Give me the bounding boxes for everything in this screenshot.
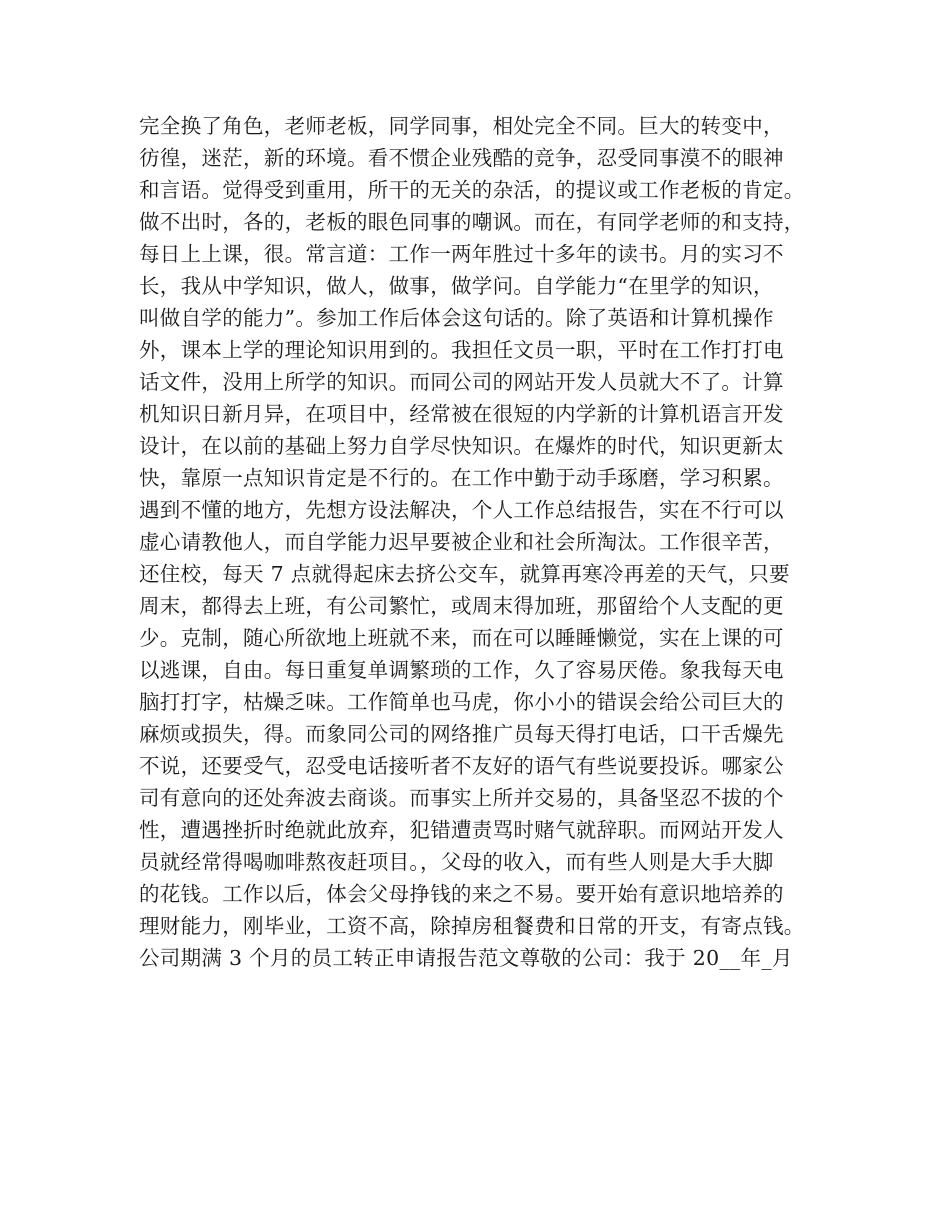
text-line: 每日上上课，很。常言道：工作一两年胜过十多年的读书。月的实习不 — [139, 242, 784, 266]
text-line: 叫做自学的能力”。参加工作后体会这句话的。除了英语和计算机操作 — [139, 306, 774, 330]
text-line: 性，遭遇挫折时绝就此放弃，犯错遭责骂时赌气就辞职。而网站开发人 — [139, 818, 784, 842]
text-line: 周末，都得去上班，有公司繁忙，或周末得加班，那留给个人支配的更 — [139, 594, 784, 618]
text-line: 麻烦或损失，得。而象同公司的网络推广员每天得打电话，口干舌燥先 — [139, 722, 784, 746]
text-line: 的花钱。工作以后，体会父母挣钱的来之不易。要开始有意识地培养的 — [139, 882, 784, 906]
text-line: 虚心请教他人，而自学能力迟早要被企业和社会所淘汰。工作很辛苦， — [139, 530, 784, 554]
text-line: 脑打打字，枯燥乏味。工作简单也马虎，你小小的错误会给公司巨大的 — [139, 690, 784, 714]
text-line: 以逃课，自由。每日重复单调繁琐的工作，久了容易厌倦。象我每天电 — [139, 658, 784, 682]
text-line: 遇到不懂的地方，先想方设法解决，个人工作总结报告，实在不行可以 — [139, 498, 784, 522]
text-line: 和言语。觉得受到重用，所干的无关的杂活，的提议或工作老板的肯定。 — [139, 178, 805, 202]
text-line: 快，靠原一点知识肯定是不行的。在工作中勤于动手琢磨，学习积累。 — [139, 466, 784, 490]
text-line: 理财能力，刚毕业，工资不高，除掉房租餐费和日常的开支，有寄点钱。 — [139, 914, 805, 938]
text-line: 员就经常得喝咖啡熬夜赶项目。，父母的收入，而有些人则是大手大脚 — [139, 850, 774, 874]
text-line: 彷徨，迷茫，新的环境。看不惯企业残酷的竞争，忍受同事漠不的眼神 — [139, 146, 784, 170]
text-line: 司有意向的还处奔波去商谈。而事实上所并交易的，具备坚忍不拔的个 — [139, 786, 784, 810]
text-line: 公司期满 3 个月的员工转正申请报告范文尊敬的公司：我于 20__年_月 — [139, 946, 793, 970]
text-line: 长，我从中学知识，做人，做事，做学问。自学能力“在里学的知识， — [139, 274, 774, 298]
text-line: 机知识日新月异，在项目中，经常被在很短的内学新的计算机语言开发 — [139, 402, 784, 426]
text-line: 还住校，每天 7 点就得起床去挤公交车，就算再寒冷再差的天气，只要 — [139, 562, 790, 586]
text-line: 不说，还要受气，忍受电话接听者不友好的语气有些说要投诉。哪家公 — [139, 754, 784, 778]
body-text — [139, 110, 839, 974]
text-line: 少。克制，随心所欲地上班就不来，而在可以睡睡懒觉，实在上课的可 — [139, 626, 784, 650]
text-line: 话文件，没用上所学的知识。而同公司的网站开发人员就大不了。计算 — [139, 370, 784, 394]
text-line: 做不出时，各的，老板的眼色同事的嘲讽。而在，有同学老师的和支持， — [139, 210, 805, 234]
text-line: 完全换了角色，老师老板，同学同事，相处完全不同。巨大的转变中， — [139, 114, 784, 138]
text-line: 设计，在以前的基础上努力自学尽快知识。在爆炸的时代，知识更新太 — [139, 434, 784, 458]
text-line: 外，课本上学的理论知识用到的。我担任文员一职，平时在工作打打电 — [139, 338, 784, 362]
